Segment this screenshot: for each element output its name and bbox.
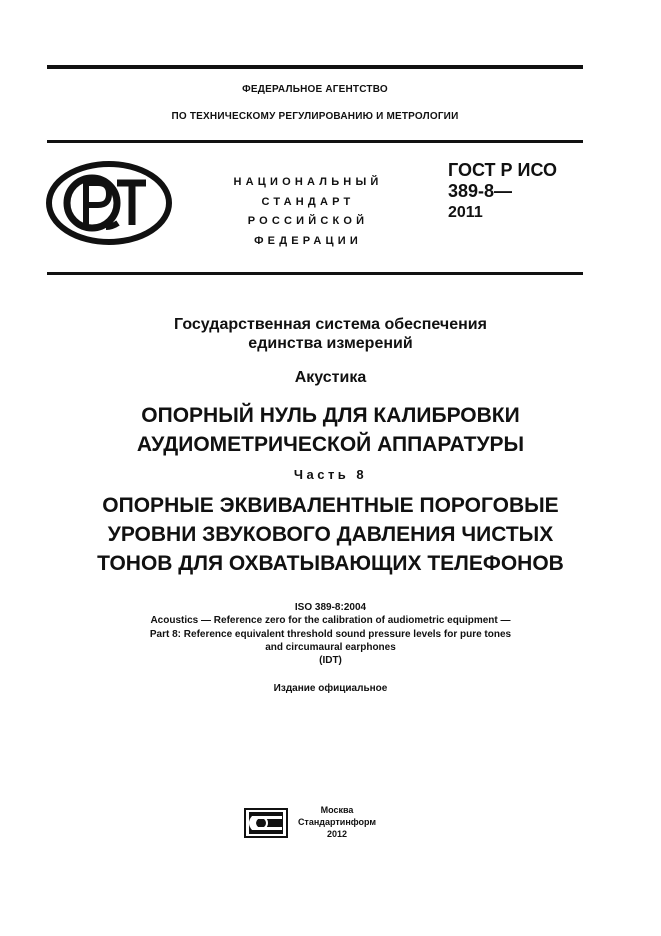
iso-title-line-2: Part 8: Reference equivalent threshold sound pressure levels for pure tones (149, 628, 512, 640)
system-title (30, 315, 631, 353)
bottom-rule (47, 272, 583, 275)
iso-number: ISO 389-8:2004 (294, 602, 367, 613)
national-line-3: РОССИЙСКОЙ (247, 215, 369, 227)
main-title-line-1: ОПОРНЫЙ НУЛЬ ДЛЯ КАЛИБРОВКИ (141, 404, 520, 427)
agency-line-1: ФЕДЕРАЛЬНОЕ АГЕНТСТВО (242, 84, 388, 95)
middle-rule (47, 140, 583, 143)
national-line-2: СТАНДАРТ (261, 195, 355, 208)
designation-line-2: 389-8— (448, 181, 513, 201)
part-title-line-2: УРОВНИ ЗВУКОВОГО ДАВЛЕНИЯ ЧИСТЫХ (107, 523, 554, 546)
national-line-1: НАЦИОНАЛЬНЫЙ (233, 176, 383, 188)
edition-label: Издание официальное (273, 683, 388, 694)
part-title-line-1: ОПОРНЫЕ ЭКВИВАЛЕНТНЫЕ ПОРОГОВЫЕ (102, 494, 559, 517)
system-line-1: Государственная система обеспечения (174, 316, 487, 333)
designation-year: 2011 (448, 204, 483, 221)
standard-designation (448, 160, 588, 223)
part-title-line-3: ТОНОВ ДЛЯ ОХВАТЫВАЮЩИХ ТЕЛЕФОНОВ (97, 552, 564, 575)
publisher-year: 2012 (326, 829, 348, 839)
iso-idt: (IDT) (319, 655, 342, 667)
part-title (30, 491, 631, 578)
main-title (30, 401, 631, 459)
top-rule (47, 65, 583, 69)
field-title: Акустика (294, 369, 367, 386)
publisher-info (292, 804, 382, 840)
iso-title-line-3: and circumaural earphones (265, 641, 396, 653)
national-standard-label (206, 173, 410, 251)
agency-line-2: ПО ТЕХНИЧЕСКОМУ РЕГУЛИРОВАНИЮ И МЕТРОЛОГИИ (171, 111, 459, 122)
publisher-city: Москва (320, 805, 354, 815)
main-title-line-2: АУДИОМЕТРИЧЕСКОЙ АППАРАТУРЫ (136, 433, 525, 456)
iso-title-line-1: Acoustics — Reference zero for the calibration of audiometric equipment — (150, 615, 511, 627)
publisher-name: Стандартинформ (297, 817, 377, 827)
national-line-4: ФЕДЕРАЦИИ (254, 234, 362, 247)
standartinform-logo-icon (244, 808, 288, 838)
iso-reference (30, 601, 631, 667)
system-line-2: единства измерений (248, 335, 413, 352)
rst-certification-mark-icon (46, 161, 172, 245)
part-label: Часть 8 (293, 467, 368, 482)
designation-line-1: ГОСТ Р ИСО (448, 160, 558, 180)
